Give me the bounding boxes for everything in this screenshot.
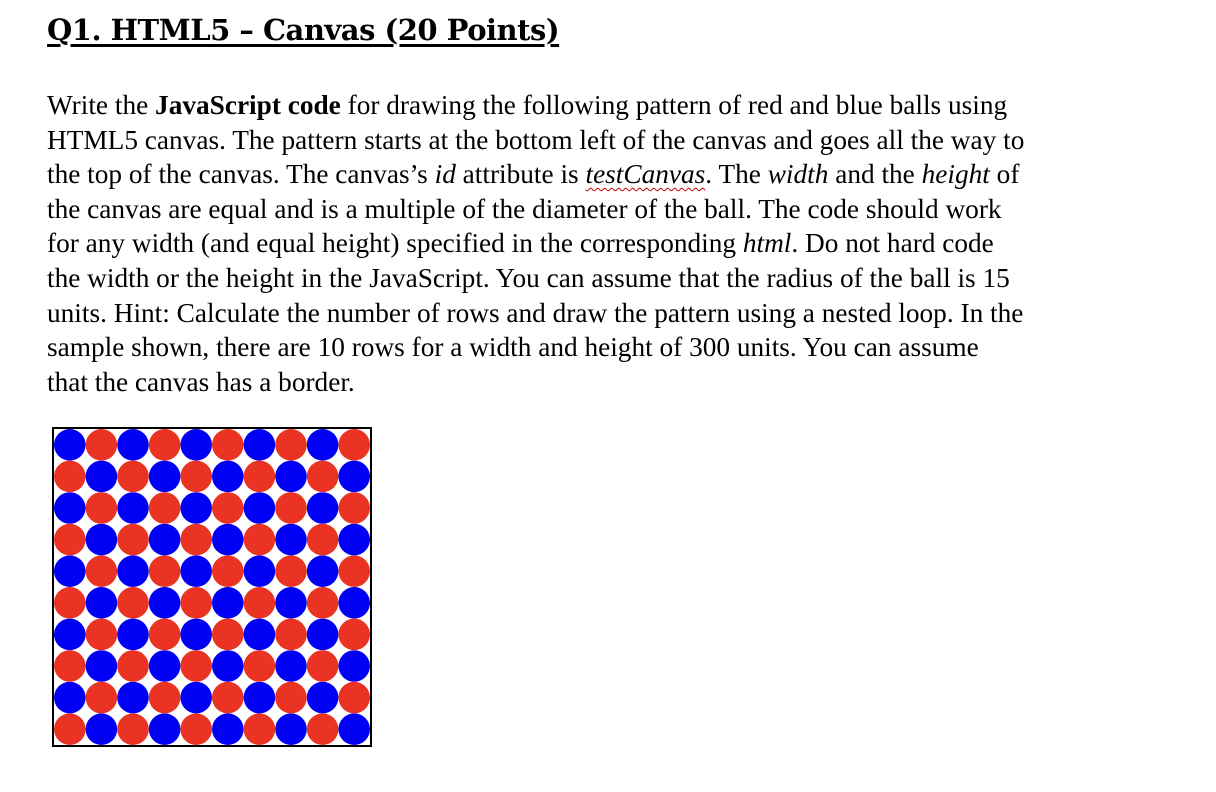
blue-ball xyxy=(212,461,244,493)
blue-ball xyxy=(212,524,244,556)
red-ball xyxy=(244,587,276,619)
blue-ball xyxy=(86,713,118,745)
blue-ball xyxy=(338,650,370,682)
red-ball xyxy=(149,555,181,587)
blue-ball xyxy=(212,587,244,619)
blue-ball xyxy=(54,555,86,587)
bold-text: JavaScript code xyxy=(155,90,341,120)
text-run: and the xyxy=(828,159,922,190)
red-ball xyxy=(244,713,276,745)
text-run: the top of the canvas. The canvas’s xyxy=(47,159,435,190)
blue-ball xyxy=(149,650,181,682)
red-ball xyxy=(180,713,212,745)
blue-ball xyxy=(212,650,244,682)
red-ball xyxy=(54,713,86,745)
blue-ball xyxy=(275,587,307,619)
red-ball xyxy=(275,619,307,651)
ball-pattern-canvas xyxy=(52,427,372,747)
text-run: . The xyxy=(705,159,768,190)
blue-ball xyxy=(86,461,118,493)
blue-ball xyxy=(86,650,118,682)
text-run: attribute is xyxy=(455,159,586,190)
blue-ball xyxy=(244,555,276,587)
blue-ball xyxy=(338,587,370,619)
red-ball xyxy=(275,492,307,524)
red-ball xyxy=(86,492,118,524)
body-line-2: HTML5 canvas. The pattern starts at the bottom left of the canvas and goes all the way to xyxy=(47,124,1025,155)
red-ball xyxy=(307,650,339,682)
body-line-8: sample shown, there are 10 rows for a width and height of 300 units. You can assume xyxy=(47,332,979,363)
red-ball xyxy=(117,650,149,682)
body-line-1 xyxy=(47,88,1157,123)
text-run: Write the xyxy=(47,90,156,120)
red-ball xyxy=(180,650,212,682)
ball-pattern-svg xyxy=(54,429,370,745)
blue-ball xyxy=(275,461,307,493)
blue-ball xyxy=(149,524,181,556)
red-ball xyxy=(275,555,307,587)
red-ball xyxy=(149,682,181,714)
blue-ball xyxy=(117,682,149,714)
red-ball xyxy=(212,682,244,714)
blue-ball xyxy=(180,429,212,461)
body-line-4: the canvas are equal and is a multiple of the diameter of the ball. The code should work xyxy=(47,193,1002,224)
red-ball xyxy=(244,524,276,556)
blue-ball xyxy=(244,682,276,714)
red-ball xyxy=(307,713,339,745)
canvas-id-text: testCanvas xyxy=(585,159,706,190)
blue-ball xyxy=(307,619,339,651)
red-ball xyxy=(180,587,212,619)
red-ball xyxy=(307,587,339,619)
red-ball xyxy=(338,619,370,651)
red-ball xyxy=(275,429,307,461)
text-run: of xyxy=(989,159,1020,190)
red-ball xyxy=(86,619,118,651)
blue-ball xyxy=(117,492,149,524)
red-ball xyxy=(149,619,181,651)
italic-text: id xyxy=(434,159,456,190)
blue-ball xyxy=(180,492,212,524)
blue-ball xyxy=(338,461,370,493)
red-ball xyxy=(54,650,86,682)
blue-ball xyxy=(180,682,212,714)
red-ball xyxy=(54,587,86,619)
body-line-9: that the canvas has a border. xyxy=(47,366,355,397)
blue-ball xyxy=(149,587,181,619)
blue-ball xyxy=(244,492,276,524)
red-ball xyxy=(244,461,276,493)
red-ball xyxy=(86,555,118,587)
red-ball xyxy=(244,650,276,682)
body-line-6: the width or the height in the JavaScript. You can assume that the radius of the ball is 15 xyxy=(47,262,1010,293)
blue-ball xyxy=(117,429,149,461)
blue-ball xyxy=(180,555,212,587)
red-ball xyxy=(212,619,244,651)
blue-ball xyxy=(307,555,339,587)
red-ball xyxy=(117,713,149,745)
blue-ball xyxy=(307,682,339,714)
body-line-7: units. Hint: Calculate the number of rows and draw the pattern using a nested loop. In the xyxy=(47,297,1024,328)
red-ball xyxy=(54,524,86,556)
blue-ball xyxy=(117,619,149,651)
red-ball xyxy=(180,524,212,556)
red-ball xyxy=(54,461,86,493)
blue-ball xyxy=(338,713,370,745)
blue-ball xyxy=(244,619,276,651)
red-ball xyxy=(338,555,370,587)
red-ball xyxy=(117,587,149,619)
red-ball xyxy=(307,461,339,493)
italic-text: height xyxy=(921,159,990,190)
red-ball xyxy=(307,524,339,556)
blue-ball xyxy=(54,492,86,524)
blue-ball xyxy=(149,461,181,493)
blue-ball xyxy=(275,650,307,682)
red-ball xyxy=(117,461,149,493)
blue-ball xyxy=(54,429,86,461)
red-ball xyxy=(338,429,370,461)
red-ball xyxy=(149,492,181,524)
blue-ball xyxy=(275,524,307,556)
blue-ball xyxy=(212,713,244,745)
question-body xyxy=(47,88,1157,399)
blue-ball xyxy=(117,555,149,587)
red-ball xyxy=(86,682,118,714)
red-ball xyxy=(212,429,244,461)
blue-ball xyxy=(180,619,212,651)
text-run: for drawing the following pattern of red and blue balls using xyxy=(340,90,1008,120)
red-ball xyxy=(117,524,149,556)
body-line-5 xyxy=(47,226,1157,261)
question-heading: Q1. HTML5 – Canvas (20 Points) xyxy=(47,13,560,47)
red-ball xyxy=(86,429,118,461)
blue-ball xyxy=(307,429,339,461)
red-ball xyxy=(212,555,244,587)
red-ball xyxy=(275,682,307,714)
blue-ball xyxy=(54,619,86,651)
blue-ball xyxy=(54,682,86,714)
red-ball xyxy=(180,461,212,493)
text-run: . Do not hard code xyxy=(791,228,994,259)
red-ball xyxy=(338,492,370,524)
blue-ball xyxy=(338,524,370,556)
blue-ball xyxy=(149,713,181,745)
text-run: for any width (and equal height) specified in the corresponding xyxy=(47,228,743,259)
red-ball xyxy=(212,492,244,524)
blue-ball xyxy=(86,524,118,556)
body-line-3 xyxy=(47,157,1157,192)
italic-text: html xyxy=(742,228,792,259)
blue-ball xyxy=(307,492,339,524)
red-ball xyxy=(149,429,181,461)
blue-ball xyxy=(275,713,307,745)
italic-text: width xyxy=(767,159,829,190)
red-ball xyxy=(338,682,370,714)
blue-ball xyxy=(86,587,118,619)
blue-ball xyxy=(244,429,276,461)
